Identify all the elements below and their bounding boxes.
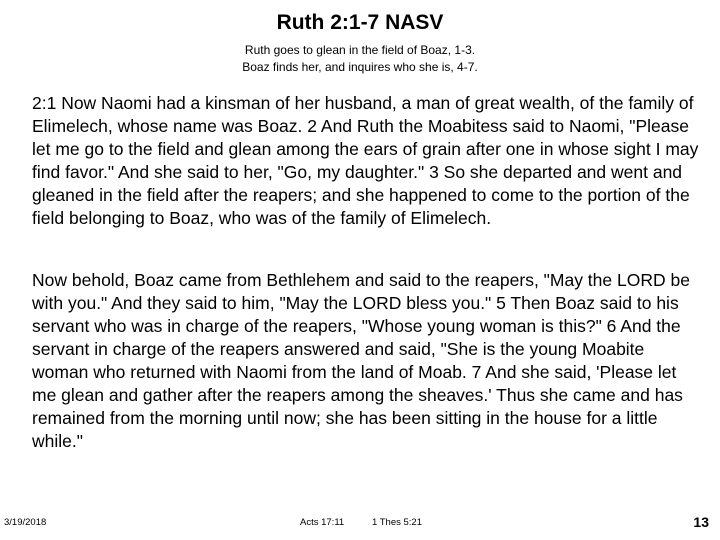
subtitle-line-1: Ruth goes to glean in the field of Boaz, 1‑3. [244, 43, 476, 57]
page-number: 13 [693, 514, 709, 530]
footer-date: 3/19/2018 [4, 517, 47, 528]
footer-reference-thes: 1 Thes 5:21 [372, 517, 423, 528]
passage-paragraph-2: Now behold, Boaz came from Bethlehem and said to the reapers, "May the LORD be with you." And they said to him, "May the LORD bless you." 5 Then Boaz said to his servant who was in charge of the reapers, "Whose young woman is this?" 6 And the servant in charge of the reapers answered and said, "She is the young Moabite woman who returned with Naomi from the land of Moab. 7 And she said, 'Please let me glean and gather after the reapers among the sheaves.' Thus she came and has remained from the morning until now; she has been sitting in the house for a little while." [32, 270, 690, 451]
subtitle-line-2: Boaz finds her, and inquires who she is, 4‑7. [242, 60, 478, 74]
slide-subtitle [0, 42, 720, 76]
slide-title: Ruth 2:1-7 NASV [276, 11, 444, 34]
passage-paragraph-1: 2:1 Now Naomi had a kinsman of her husband, a man of great wealth, of the family of Elimelech, whose name was Boaz. 2 And Ruth the Moabitess said to Naomi, "Please let me go to the field and glean among the ears of grain after one in whose sight I may find favor." And she said to her, "Go, my daughter." 3 So she departed and went and gleaned in the field after the reapers; and she happened to come to the portion of the field belonging to Boaz, who was of the family of Elimelech. [32, 93, 699, 228]
footer-reference-acts: Acts 17:11 [300, 517, 345, 528]
